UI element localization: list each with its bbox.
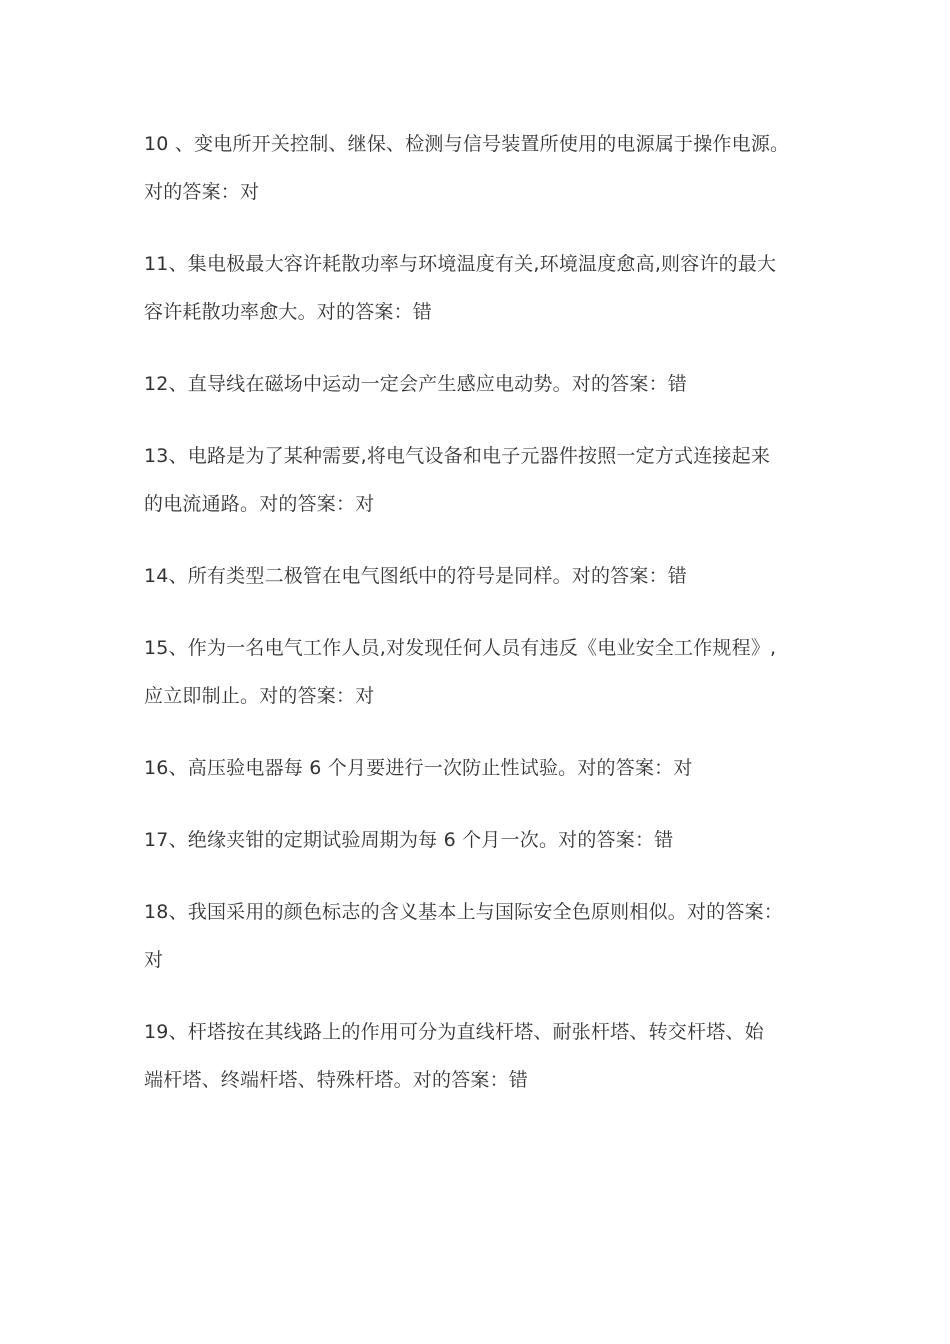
question-line: 13、电路是为了某种需要,将电气设备和电子元器件按照一定方式连接起来 — [144, 445, 771, 467]
question-10 — [144, 132, 824, 204]
question-line: 15、作为一名电气工作人员,对发现任何人员有违反《电业安全工作规程》, — [144, 637, 777, 659]
question-line: 容许耗散功率愈大。对的答案：错 — [144, 301, 433, 323]
question-19 — [144, 1020, 824, 1092]
question-line: 对的答案：对 — [144, 181, 260, 203]
question-line: 11、集电极最大容许耗散功率与环境温度有关,环境温度愈高,则容许的最大 — [144, 253, 777, 275]
question-14 — [144, 564, 824, 588]
question-17 — [144, 828, 824, 852]
question-18 — [144, 900, 824, 972]
question-line: 对 — [144, 949, 164, 971]
question-line: 19、杆塔按在其线路上的作用可分为直线杆塔、耐张杆塔、转交杆塔、始 — [144, 1021, 764, 1043]
question-line: 14、所有类型二极管在电气图纸中的符号是同样。对的答案：错 — [144, 565, 687, 587]
question-16 — [144, 756, 824, 780]
document-page — [144, 132, 824, 1092]
question-15 — [144, 636, 824, 708]
question-13 — [144, 444, 824, 516]
question-line: 17、绝缘夹钳的定期试验周期为每 6 个月一次。对的答案：错 — [144, 829, 674, 851]
question-11 — [144, 252, 824, 324]
question-line: 16、高压验电器每 6 个月要进行一次防止性试验。对的答案：对 — [144, 757, 693, 779]
question-12 — [144, 372, 824, 396]
question-line: 的电流通路。对的答案：对 — [144, 493, 375, 515]
question-line: 12、直导线在磁场中运动一定会产生感应电动势。对的答案：错 — [144, 373, 687, 395]
question-line: 10 、变电所开关控制、继保、检测与信号装置所使用的电源属于操作电源。 — [144, 133, 790, 155]
question-line: 端杆塔、终端杆塔、特殊杆塔。对的答案：错 — [144, 1069, 529, 1091]
question-line: 应立即制止。对的答案：对 — [144, 685, 375, 707]
question-line: 18、我国采用的颜色标志的含义基本上与国际安全色原则相似。对的答案： — [144, 901, 783, 923]
